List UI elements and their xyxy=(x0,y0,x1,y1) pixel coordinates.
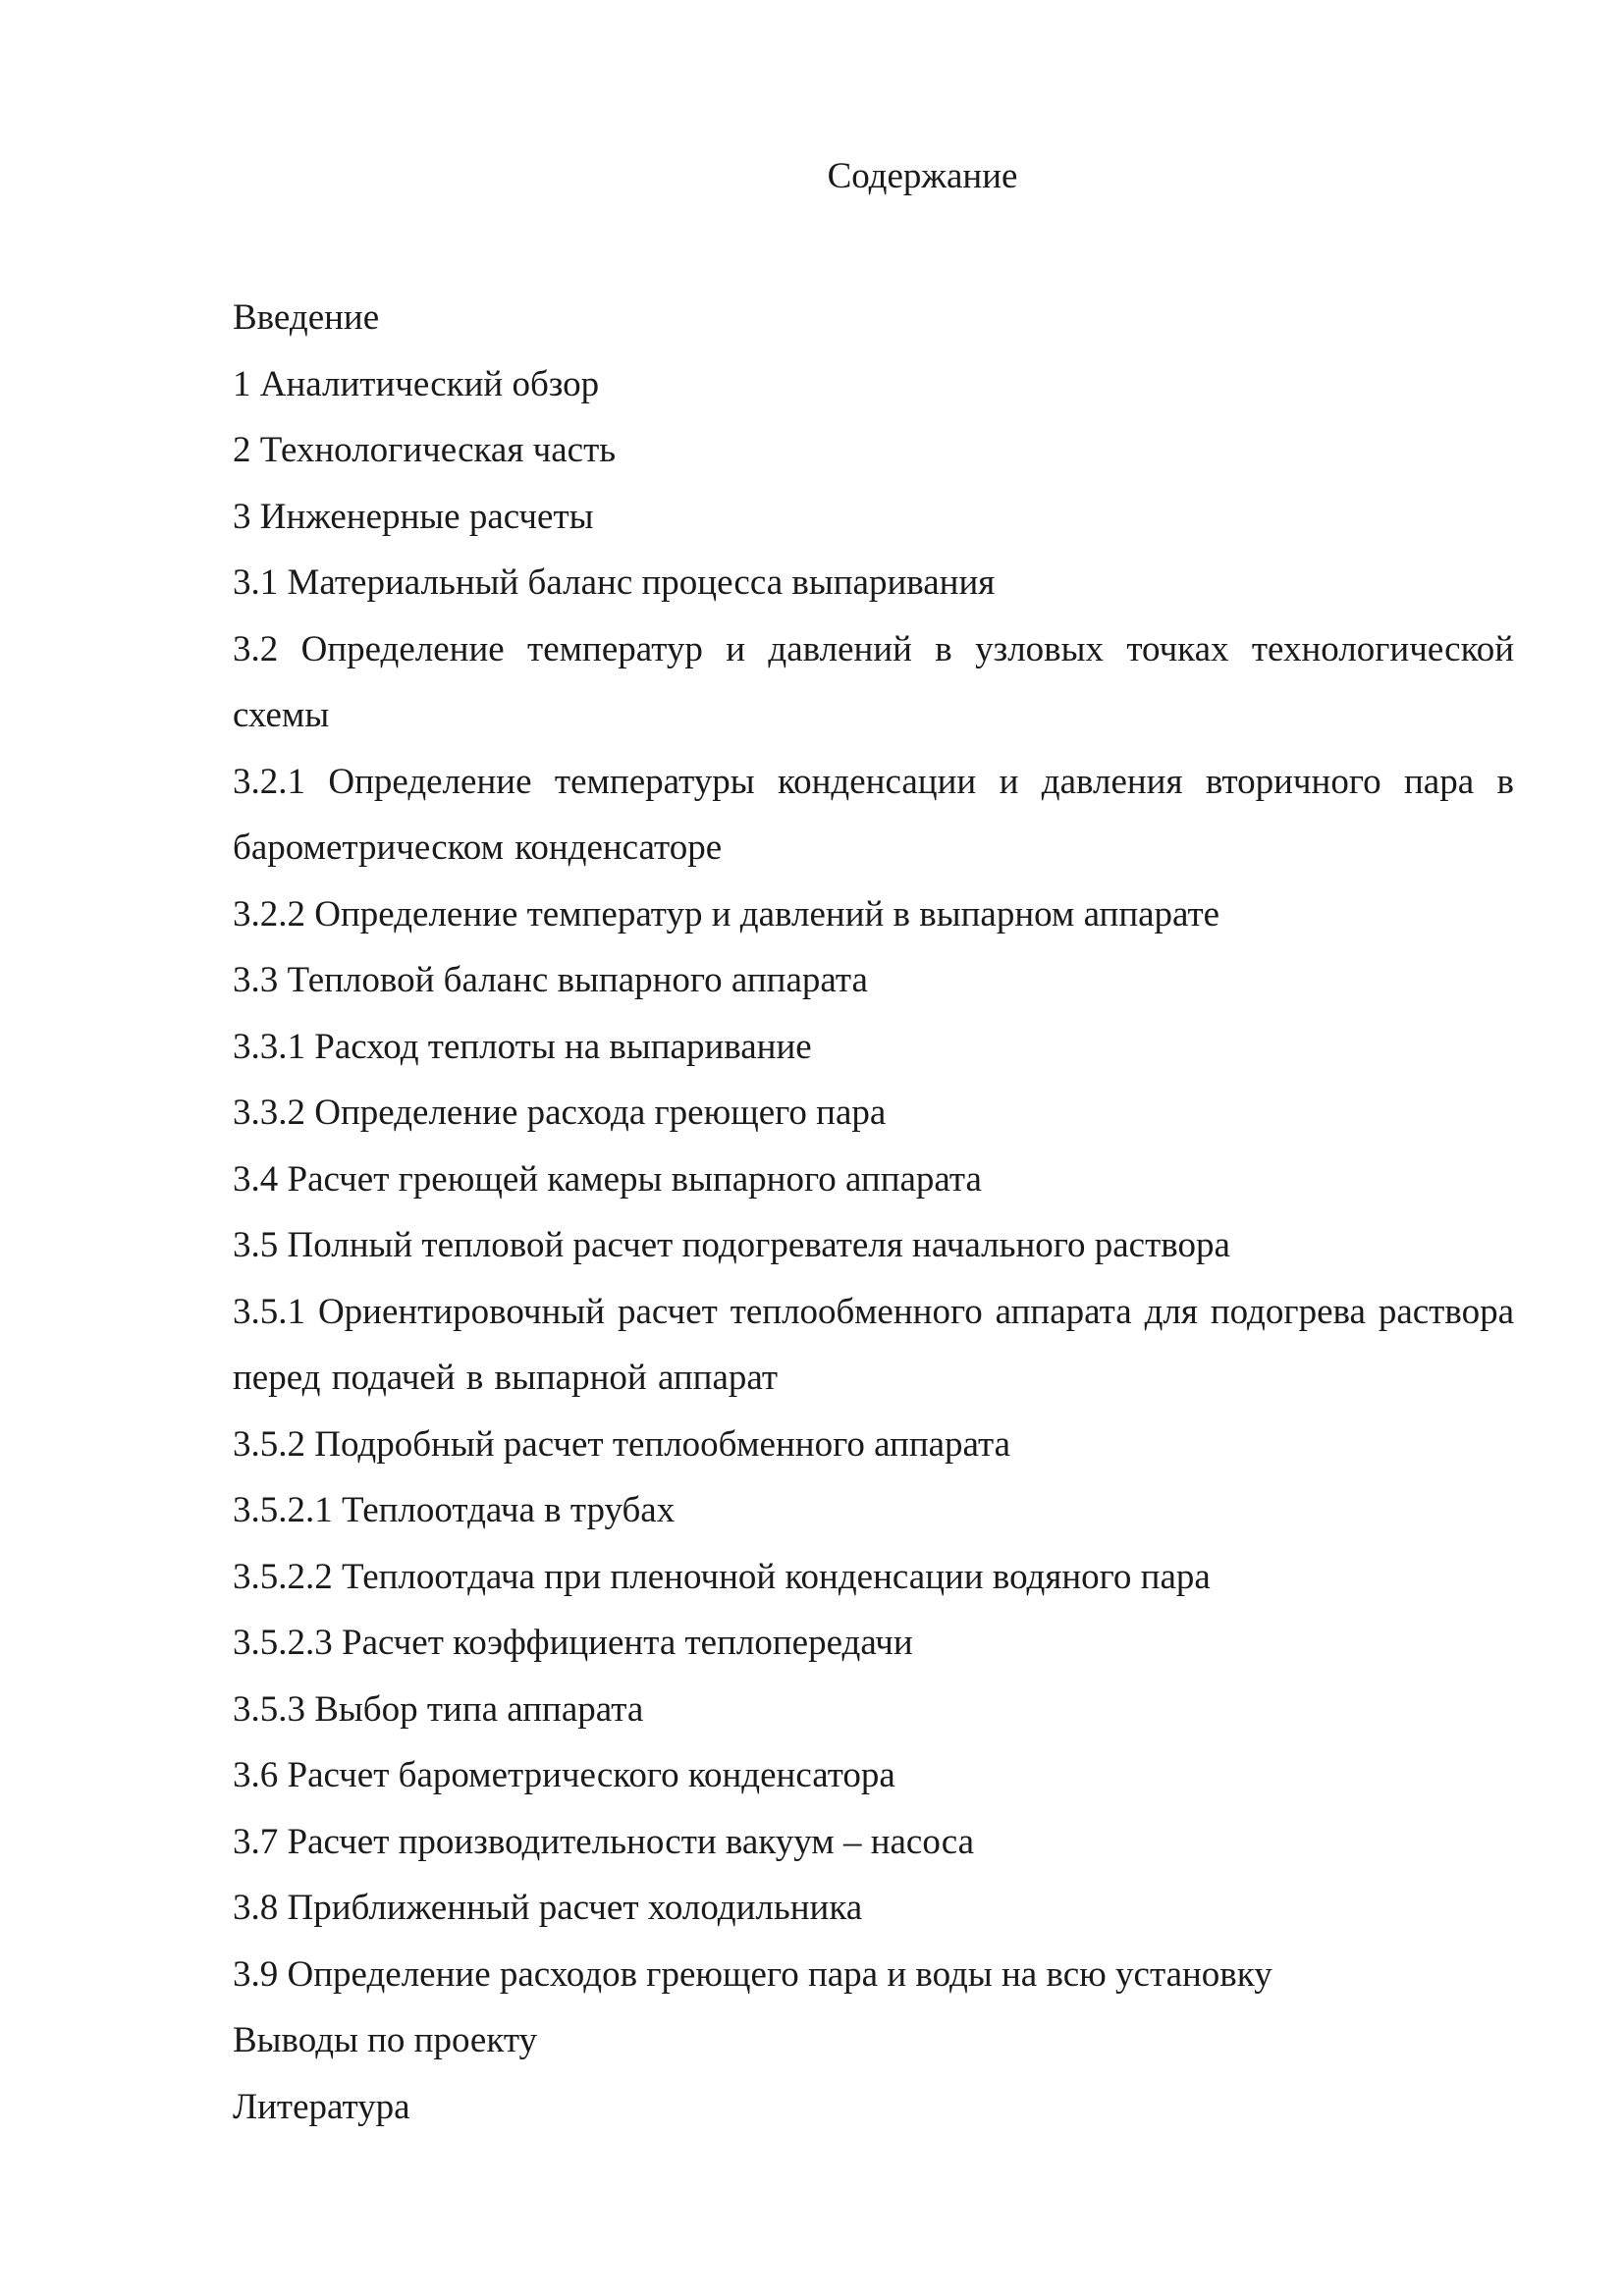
toc-entry: 3 Инженерные расчеты xyxy=(233,496,594,537)
toc-entry: Литература xyxy=(233,2086,410,2127)
toc-entry: Введение xyxy=(233,297,380,338)
toc-entry: 3.5.2.2 Теплоотдача при пленочной конденсации водяного пара xyxy=(233,1556,1211,1597)
toc-entry: 3.2 Определение температур и давлений в узловых точках технологической схемы xyxy=(233,628,1514,735)
toc-entry: 3.3.2 Определение расхода греющего пара xyxy=(233,1093,887,1133)
toc-entry: 3.4 Расчет греющей камеры выпарного аппарата xyxy=(233,1158,982,1200)
toc-entry: 3.8 Приближенный расчет холодильника xyxy=(233,1888,863,1928)
toc-entry: 3.5.3 Выбор типа аппарата xyxy=(233,1688,644,1730)
toc-entry: 3.5.1 Ориентировочный расчет теплообменного аппарата для подогрева раствора перед подачей в выпарной аппарат xyxy=(233,1291,1514,1398)
toc-entry: 3.5.2 Подробный расчет теплообменного аппарата xyxy=(233,1423,1011,1465)
toc-entry: 3.5.2.1 Теплоотдача в трубах xyxy=(233,1490,676,1530)
toc-entry: 3.6 Расчет барометрического конденсатора xyxy=(233,1755,895,1795)
toc-entry: 3.2.1 Определение температуры конденсации и давления вторичного пара в барометрическом конденсаторе xyxy=(233,761,1514,868)
toc-entry: 3.5.2.3 Расчет коэффициента теплопередачи xyxy=(233,1623,913,1663)
toc-entry: 3.9 Определение расходов греющего пара и воды на всю установку xyxy=(233,1953,1272,1995)
toc-entry: 3.3 Тепловой баланс выпарного аппарата xyxy=(233,960,868,1000)
toc-entry: 3.5 Полный тепловой расчет подогревателя начального раствора xyxy=(233,1225,1230,1265)
page-title: Содержание xyxy=(827,156,1018,196)
toc-entry: 2 Технологическая часть xyxy=(233,430,617,470)
table-of-contents xyxy=(233,285,1514,2140)
toc-entry: 3.1 Материальный баланс процесса выпаривания xyxy=(233,562,996,603)
toc-entry: Выводы по проекту xyxy=(233,2020,538,2060)
toc-entry: 3.7 Расчет производительности вакуум – насоса xyxy=(233,1821,975,1862)
toc-entry: 1 Аналитический обзор xyxy=(233,363,600,404)
toc-entry: 3.2.2 Определение температур и давлений в выпарном аппарате xyxy=(233,893,1220,934)
toc-entry: 3.3.1 Расход теплоты на выпаривание xyxy=(233,1026,812,1067)
